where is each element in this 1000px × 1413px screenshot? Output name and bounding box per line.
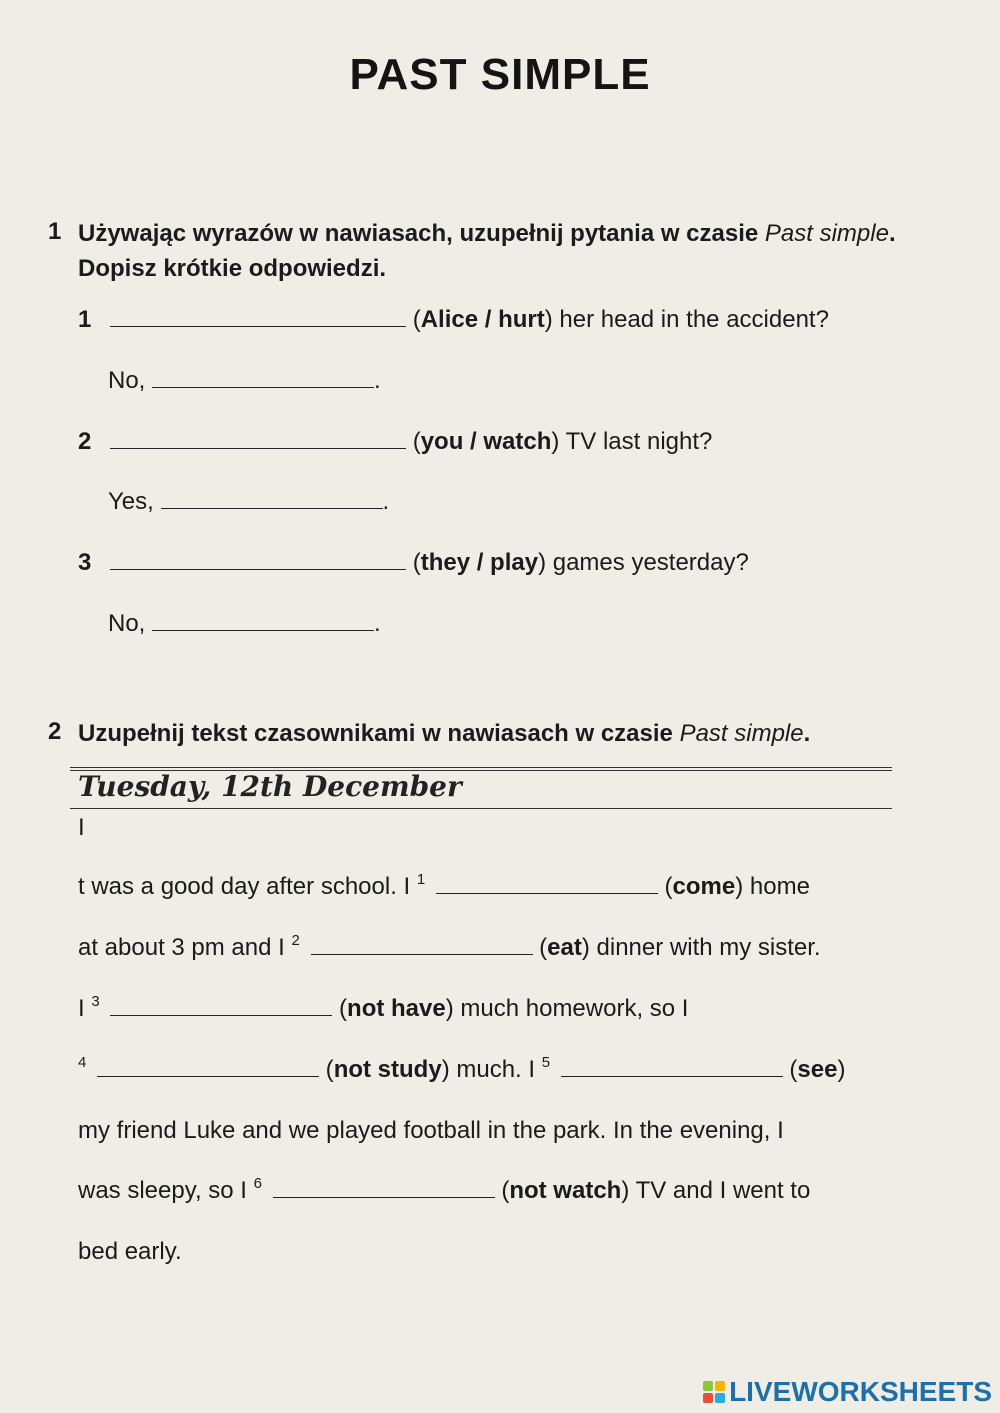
text-line-1: t was a good day after school. I $^1$ (come) home: [78, 871, 810, 900]
short-answer-blank-3[interactable]: [152, 629, 374, 631]
question-number: 3: [78, 549, 92, 576]
text: at about 3 pm and I: [78, 934, 292, 961]
divider: [70, 808, 892, 809]
instruction-end: .: [888, 220, 896, 247]
bracket-open: (: [406, 549, 421, 576]
text: was sleepy, so I: [78, 1177, 254, 1204]
gap-blank-2[interactable]: [311, 953, 533, 955]
gap-number: 1: [416, 871, 426, 888]
question-1: [78, 306, 829, 334]
text-line-6: was sleepy, so I $^6$ (not watch) TV and I went to: [78, 1175, 811, 1204]
gap-blank-5[interactable]: [561, 1075, 783, 1077]
instruction-text: Używając wyrazów w nawiasach, uzupełnij pytania w czasie: [78, 220, 765, 247]
exercise-2-instruction: [78, 716, 978, 751]
bracket-open: (: [406, 306, 421, 333]
answer-prefix: No,: [108, 367, 153, 394]
question-2: [78, 428, 712, 456]
instruction-italic: Past simple: [679, 720, 804, 747]
text-line-2: at about 3 pm and I $^2$ (eat) dinner with my sister.: [78, 932, 821, 961]
exercise-1-number: 1: [48, 218, 62, 245]
text: much homework, so I: [453, 995, 689, 1022]
question-number: 1: [78, 306, 92, 333]
logo-square-3: [703, 1393, 713, 1403]
gap-number: 3: [91, 993, 100, 1010]
question-rest: ) games yesterday?: [538, 549, 749, 576]
gap-number: 5: [541, 1054, 551, 1071]
text-line-7: bed early.: [78, 1238, 182, 1265]
question-rest: ) her head in the accident?: [544, 306, 829, 333]
verb-hint: come: [672, 873, 736, 900]
text: TV and I went to: [629, 1177, 811, 1204]
verb-hint: see: [797, 1056, 838, 1083]
diary-heading: Tuesday, 12th December: [78, 770, 462, 803]
verb-hint: not have: [347, 995, 446, 1022]
verb-hint: eat: [547, 934, 582, 961]
gap-number: 2: [291, 932, 300, 949]
gap-number: 4: [78, 1054, 87, 1071]
question-3: [78, 549, 749, 577]
answer-end: .: [374, 610, 381, 637]
text: much. I: [449, 1056, 542, 1083]
bracket-open: (: [406, 428, 421, 455]
text: dinner with my sister.: [589, 934, 821, 961]
question-number: 2: [78, 428, 92, 455]
text-line-3: I $^3$ (not have) much homework, so I: [78, 993, 689, 1022]
verb-hint: they / play: [420, 549, 539, 576]
text-line-5: my friend Luke and we played football in the park. In the evening, I: [78, 1117, 784, 1144]
gap-number: 6: [253, 1175, 262, 1192]
divider: [70, 767, 892, 768]
verb-hint: Alice / hurt: [420, 306, 545, 333]
text: home: [743, 873, 810, 900]
instruction-italic: Past simple: [764, 220, 889, 247]
verb-hint: not watch: [509, 1177, 622, 1204]
gap-blank-1[interactable]: [436, 892, 658, 894]
answer-blank-question-2[interactable]: [110, 447, 406, 449]
verb-hint: not study: [333, 1056, 442, 1083]
text-line-4: $^4$ (not study) much. I $^5$ (see): [78, 1054, 846, 1083]
question-rest: ) TV last night?: [551, 428, 713, 455]
instruction-end: .: [803, 720, 811, 747]
logo-square-4: [715, 1393, 725, 1403]
short-answer-blank-2[interactable]: [161, 507, 383, 509]
logo-text: LIVEWORKSHEETS: [729, 1376, 992, 1407]
instruction-text: Uzupełnij tekst czasownikami w nawiasach w czasie: [78, 720, 680, 747]
answer-prefix: Yes,: [108, 488, 161, 515]
gap-blank-6[interactable]: [273, 1196, 495, 1198]
text: t was a good day after school. I: [78, 873, 417, 900]
answer-blank-question-1[interactable]: [110, 325, 406, 327]
logo-square-2: [715, 1381, 725, 1391]
logo-icon: [703, 1381, 725, 1403]
answer-end: .: [374, 367, 381, 394]
gap-blank-4[interactable]: [97, 1075, 319, 1077]
answer-blank-question-3[interactable]: [110, 568, 406, 570]
instruction-line-2: Dopisz krótkie odpowiedzi.: [78, 255, 387, 282]
drop-cap: I: [78, 814, 85, 841]
liveworksheets-logo[interactable]: [703, 1376, 992, 1408]
short-answer-blank-1[interactable]: [152, 386, 374, 388]
answer-end: .: [382, 488, 390, 515]
verb-hint: you / watch: [420, 428, 552, 455]
gap-blank-3[interactable]: [110, 1014, 332, 1016]
answer-prefix: No,: [108, 610, 153, 637]
text: I: [78, 995, 92, 1022]
exercise-1-instruction: [78, 216, 978, 286]
answer-3: [108, 610, 381, 638]
page-title: PAST SIMPLE: [349, 50, 651, 99]
logo-square-1: [703, 1381, 713, 1391]
exercise-2-number: 2: [48, 718, 62, 745]
answer-1: [108, 367, 381, 395]
answer-2: [108, 488, 389, 516]
